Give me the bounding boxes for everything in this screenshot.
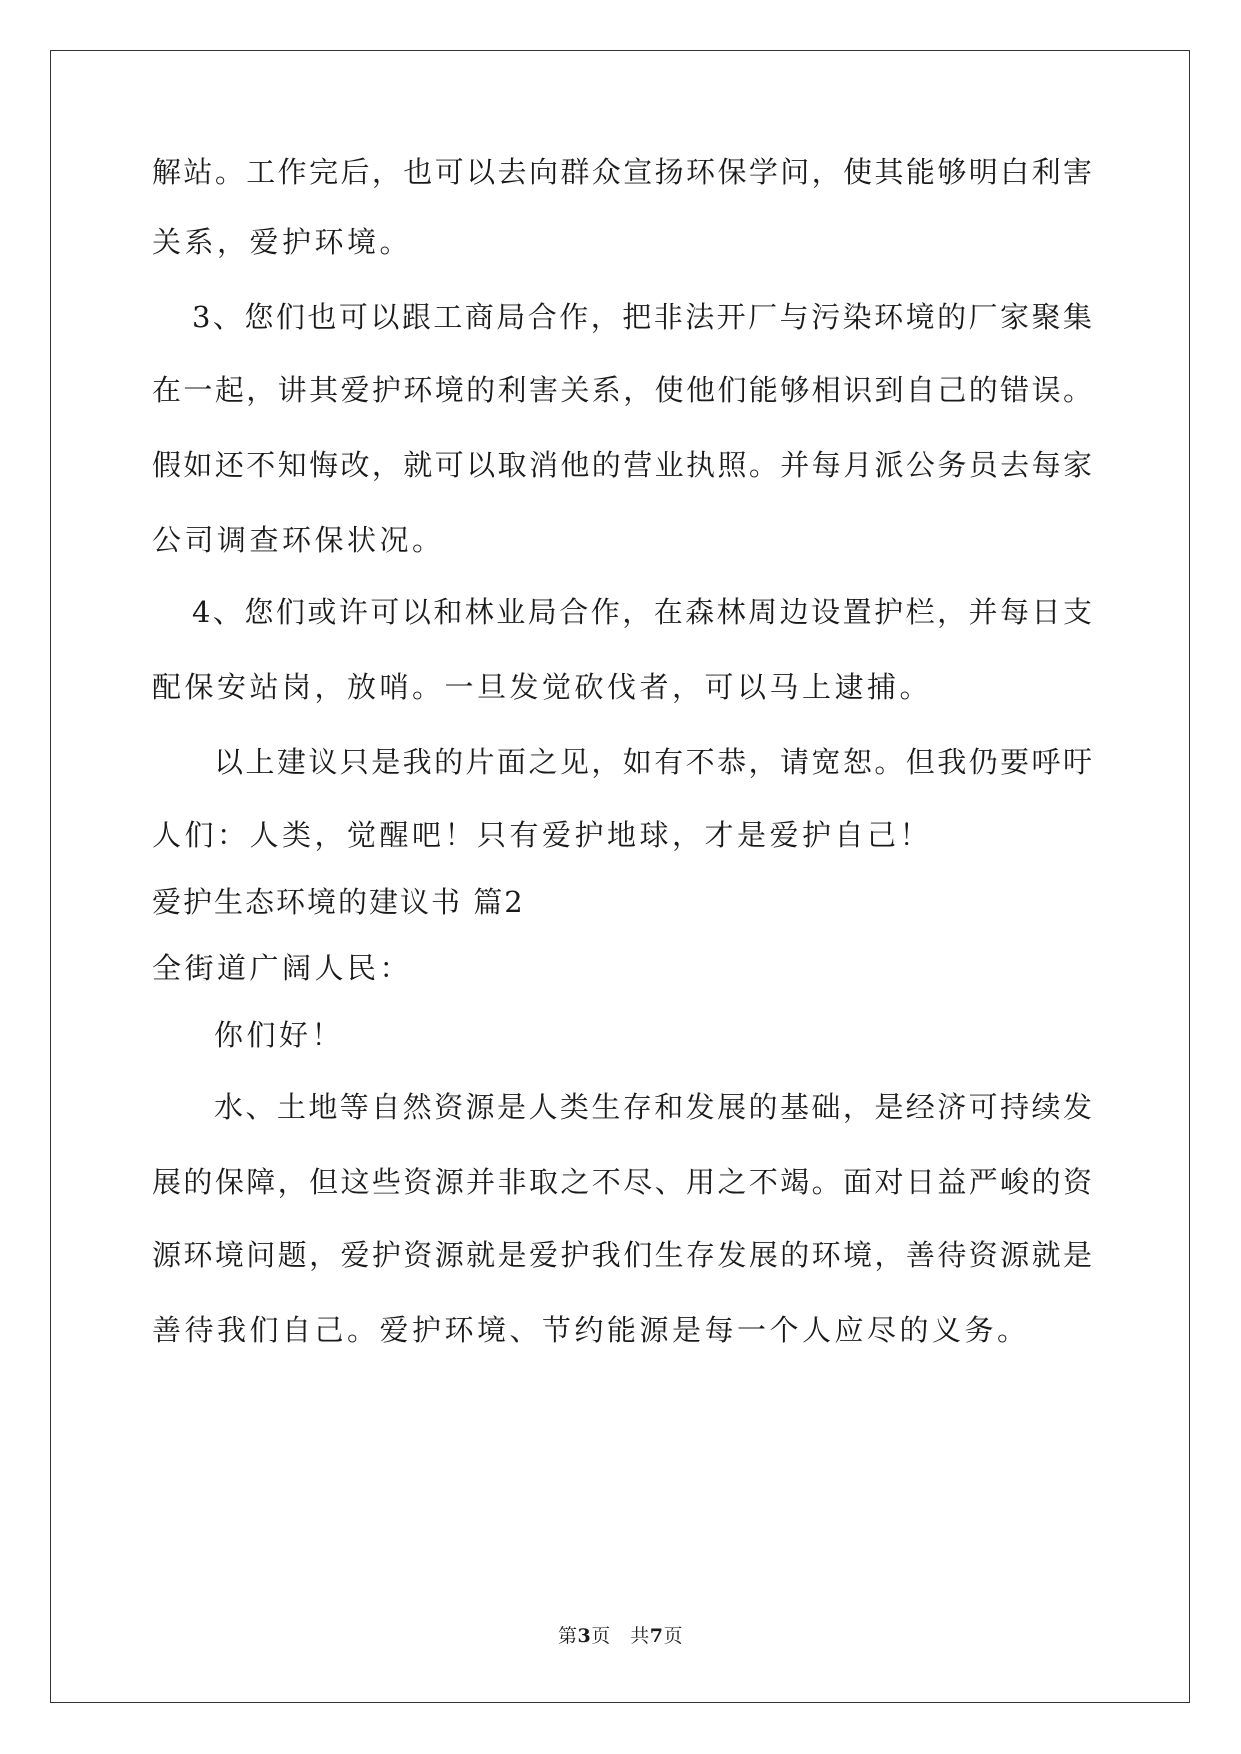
footer-middle: 页 共 (591, 1625, 650, 1647)
salutation: 全街道广阔人民： (152, 951, 413, 985)
section-heading: 爱护生态环境的建议书 篇2 (152, 885, 525, 919)
paragraph-resources-start: 水、土地等自然资源是人类生存和发展的基础，是经济可持续发 (214, 1090, 1092, 1124)
footer-current-page: 3 (577, 1625, 592, 1647)
text-line: 公司调查环保状况。 (152, 523, 445, 557)
footer-prefix: 第 (557, 1625, 578, 1647)
text-line: 源环境问题，爱护资源就是爱护我们生存发展的环境，善待资源就是 (152, 1238, 1092, 1272)
text-line: 展的保障，但这些资源并非取之不尽、用之不竭。面对日益严峻的资 (152, 1165, 1092, 1199)
paragraph-4-start: 4、您们或许可以和林业局合作，在森林周边设置护栏，并每日支 (192, 595, 1092, 629)
text-line: 假如还不知悔改，就可以取消他的营业执照。并每月派公务员去每家 (152, 448, 1092, 482)
footer-suffix: 页 (663, 1625, 683, 1647)
text-line: 关系，爱护环境。 (152, 225, 413, 259)
paragraph-closing-start: 以上建议只是我的片面之见，如有不恭，请宽恕。但我仍要呼吁 (214, 745, 1092, 779)
text-line: 配保安站岗，放哨。一旦发觉砍伐者，可以马上逮捕。 (152, 670, 933, 704)
footer-total-pages: 7 (649, 1625, 664, 1647)
text-line: 在一起，讲其爱护环境的利害关系，使他们能够相识到自己的错误。 (152, 373, 1092, 407)
page-footer (0, 1623, 1241, 1649)
text-line: 善待我们自己。爱护环境、节约能源是每一个人应尽的义务。 (152, 1313, 1030, 1347)
paragraph-3-start: 3、您们也可以跟工商局合作，把非法开厂与污染环境的厂家聚集 (192, 300, 1092, 334)
greeting: 你们好！ (214, 1018, 345, 1052)
text-line: 解站。工作完后，也可以去向群众宣扬环保学问，使其能够明白利害 (152, 155, 1092, 189)
text-line: 人们：人类，觉醒吧！只有爱护地球，才是爱护自己！ (152, 818, 933, 852)
